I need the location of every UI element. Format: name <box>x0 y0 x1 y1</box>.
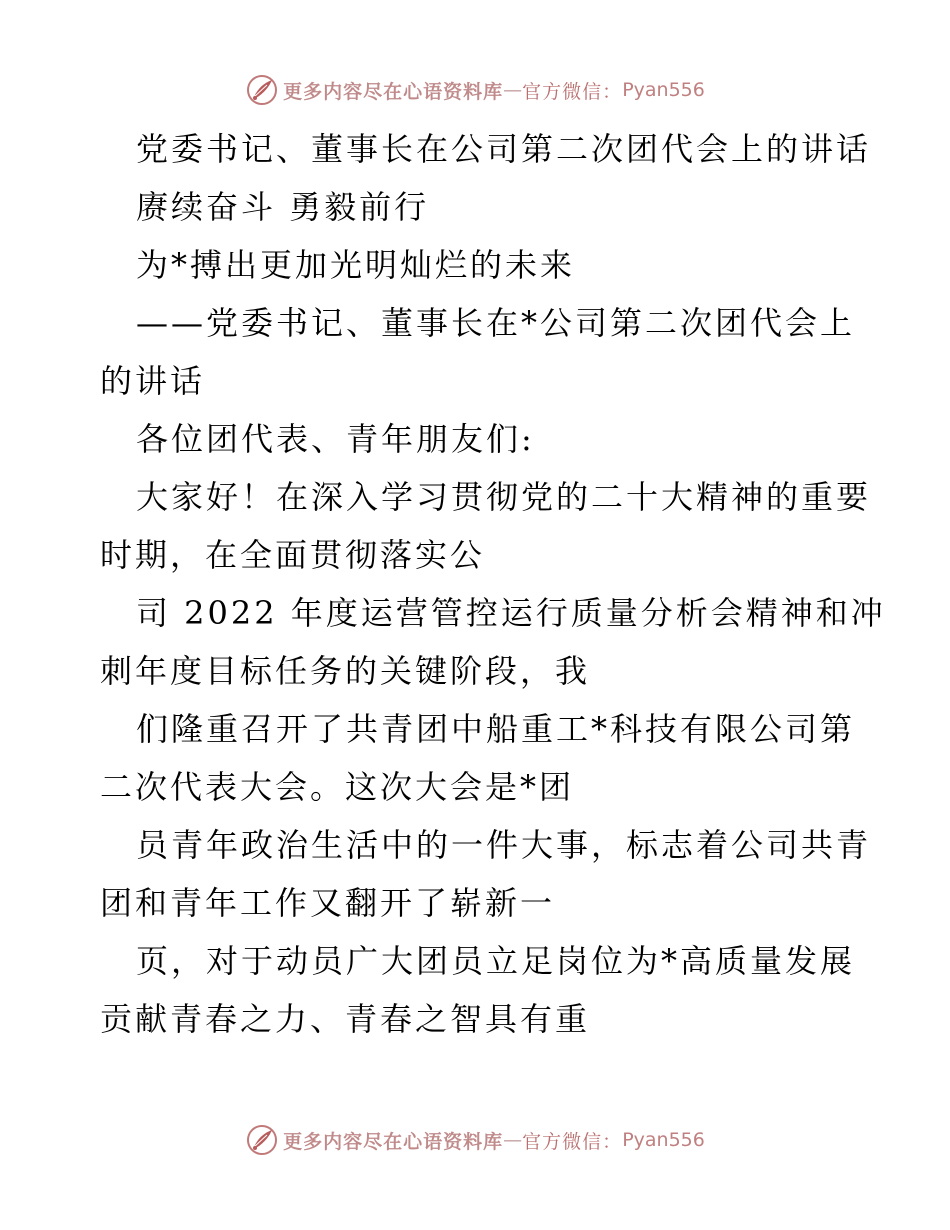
paragraph-line: 员青年政治生活中的一件大事，标志着公司共青 <box>136 826 872 864</box>
paragraph-line: 贡献青春之力、青春之智具有重 <box>100 1000 591 1038</box>
watermark-dash: — <box>503 1129 523 1151</box>
document-title: 党委书记、董事长在公司第二次团代会上的讲话 <box>136 130 872 168</box>
paragraph-line: 大家好！在深入学习贯彻党的二十大精神的重要 <box>136 478 872 516</box>
paragraph-line: 团和青年工作又翻开了崭新一 <box>100 884 556 922</box>
paragraph-line: 页，对于动员广大团员立足岗位为*高质量发展 <box>136 942 856 980</box>
watermark-wechat-label: 官方微信： <box>522 80 623 103</box>
quill-pen-logo-icon <box>245 1123 279 1157</box>
paragraph-line: 时期，在全面贯彻落实公 <box>100 536 486 574</box>
watermark-wechat-id: Pyan556 <box>622 79 705 101</box>
document-salutation: 各位团代表、青年朋友们: <box>136 420 535 458</box>
document-subtitle-continued: 的讲话 <box>100 362 206 400</box>
watermark-brand-text: 更多内容尽在心语资料库 <box>283 80 504 103</box>
footer-watermark <box>0 1120 950 1160</box>
watermark-wechat-label: 官方微信： <box>522 1130 623 1153</box>
paragraph-line: 们隆重召开了共青团中船重工*科技有限公司第 <box>136 710 856 748</box>
document-subtitle: ——党委书记、董事长在*公司第二次团代会上 <box>136 304 856 342</box>
watermark-wechat-id: Pyan556 <box>622 1129 705 1151</box>
watermark-dash: — <box>503 79 523 101</box>
paragraph-line: 司 2022 年度运营管控运行质量分析会精神和冲 <box>136 594 886 632</box>
paragraph-line: 刺年度目标任务的关键阶段，我 <box>100 652 591 690</box>
document-body <box>100 120 886 1048</box>
document-heading: 赓续奋斗 勇毅前行 <box>136 188 430 226</box>
watermark-brand-text: 更多内容尽在心语资料库 <box>283 1130 504 1153</box>
paragraph-line: 二次代表大会。这次大会是*团 <box>100 768 575 806</box>
document-heading: 为*搏出更加光明灿烂的未来 <box>136 246 576 284</box>
header-watermark <box>0 70 950 110</box>
quill-pen-logo-icon <box>245 73 279 107</box>
